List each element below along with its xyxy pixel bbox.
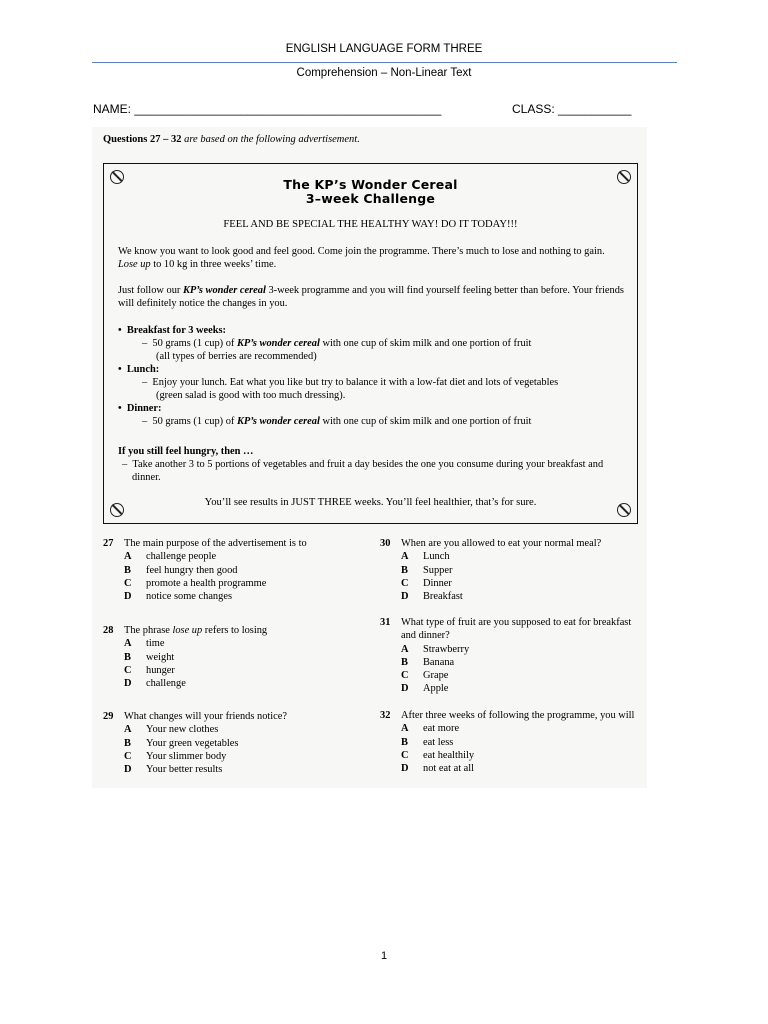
question-number: 29 [103,711,114,722]
ad-text: 3-week programme and you will find yourself feeling better than before. Your friends will definitely notice the changes in you. [118,285,624,309]
document-subtitle: Comprehension – Non-Linear Text [296,67,472,79]
intro-text: are based on the following advertisement. [181,134,360,145]
lunch-text: – Enjoy your lunch. Eat what you like but try to balance it with a low-fat diet and lots of vegetables [142,377,559,388]
name-field[interactable]: NAME: ______________________________________________ [93,102,442,116]
question-number: 28 [103,625,114,636]
ad-hungry-section [118,445,624,484]
meal-label: Dinner: [126,403,162,414]
answer-option[interactable]: B Your green vegetables [124,737,239,749]
bullet: • [118,325,122,336]
answer-option[interactable]: D Apple [401,683,449,695]
question-stem: When are you allowed to eat your normal meal? [401,538,602,549]
breakfast-heading [118,324,624,337]
hungry-text: – Take another 3 to 5 portions of vegetables and fruit a day besides the one you consume during your breakfast and dinner. [122,459,604,483]
question-number: 32 [380,710,391,721]
lunch-note: (green salad is good with too much dressing). [156,390,346,401]
answer-option[interactable]: C hunger [124,664,175,676]
breakfast-text: – 50 grams (1 cup) of KP’s wonder cereal with one cup of skim milk and one portion of fruit [142,338,532,349]
answer-option[interactable]: A time [124,638,165,650]
breakfast-note: (all types of berries are recommended) [156,351,317,362]
ad-emphasis: Lose up [118,259,151,270]
answer-option[interactable]: D not eat at all [401,763,475,775]
ad-paragraph-2 [118,284,624,310]
answer-option[interactable]: A challenge people [124,551,217,563]
bullet: • [118,364,122,375]
question-29 [103,710,353,776]
answer-option[interactable]: C Dinner [401,577,452,589]
answer-option[interactable]: A Strawberry [401,643,470,655]
question-stem: The main purpose of the advertisement is to [124,538,307,549]
answer-option[interactable]: D notice some changes [124,591,232,603]
dinner-heading [118,402,624,415]
dash: – [122,459,128,470]
dash: – [142,377,148,388]
ad-meal-plan [118,324,624,428]
question-number: 27 [103,538,114,549]
question-27 [103,537,353,603]
answer-option[interactable]: C eat healthily [401,749,475,761]
question-stem: What changes will your friends notice? [124,711,288,722]
question-number: 31 [380,617,391,628]
answer-option[interactable]: C promote a health programme [124,577,267,589]
ad-text: Just follow our [118,285,183,296]
hungry-heading: If you still feel hungry, then … [118,446,254,457]
answer-option[interactable]: D Breakfast [401,591,463,603]
question-stem: After three weeks of following the programme, you will [401,710,635,721]
advertisement-box [103,163,638,524]
meal-label: Lunch: [126,364,160,375]
lunch-heading [118,363,624,376]
answer-option[interactable]: B Banana [401,656,455,668]
ad-text: We know you want to look good and feel good. Come join the programme. There’s much to lose and nothing to gain. [118,246,605,257]
ad-title-line-2: 3–week Challenge [305,191,436,206]
meal-label: Breakfast for 3 weeks: [126,325,227,336]
question-number: 30 [380,538,391,549]
ad-text: to 10 kg in three weeks’ time. [150,259,277,270]
dash: – [142,338,148,349]
dinner-text: – 50 grams (1 cup) of KP’s wonder cereal with one cup of skim milk and one portion of fruit [142,416,532,427]
questions-range: Questions 27 – 32 [103,134,182,145]
answer-option[interactable]: C Grape [401,670,449,682]
ad-emphasis: KP’s wonder cereal [182,285,266,296]
dash: – [142,416,148,427]
bullet: • [118,403,122,414]
question-stem: The phrase lose up refers to losing [124,625,268,636]
header-divider [92,62,677,63]
question-28 [103,624,353,690]
ad-title [104,178,637,206]
question-31 [380,616,636,696]
class-field[interactable]: CLASS: ___________ [512,102,632,116]
scanned-exam-section [92,127,647,788]
questions-intro [103,134,360,145]
ad-paragraph-1 [118,245,624,271]
answer-option[interactable]: B Supper [401,564,453,576]
ad-closing: You’ll see results in JUST THREE weeks. You’ll feel healthier, that’s for sure. [204,497,537,508]
answer-option[interactable]: D challenge [124,678,186,690]
ad-title-line-1: The KP’s Wonder Cereal [283,177,458,192]
page-number: 1 [380,950,388,962]
question-30 [380,537,636,603]
answer-option[interactable]: D Your better results [124,764,223,776]
answer-option[interactable]: B weight [124,651,175,663]
document-title: ENGLISH LANGUAGE FORM THREE [285,43,483,55]
answer-option[interactable]: C Your slimmer body [124,750,227,762]
ad-tagline: FEEL AND BE SPECIAL THE HEALTHY WAY! DO IT TODAY!!! [223,219,518,230]
question-stem: What type of fruit are you supposed to eat for breakfast and dinner? [401,617,632,642]
answer-option[interactable]: B feel hungry then good [124,564,238,576]
question-32 [380,709,636,775]
answer-option[interactable]: A Lunch [401,551,450,563]
answer-option[interactable]: A Your new clothes [124,724,219,736]
answer-option[interactable]: A eat more [401,723,460,735]
answer-option[interactable]: B eat less [401,736,454,748]
